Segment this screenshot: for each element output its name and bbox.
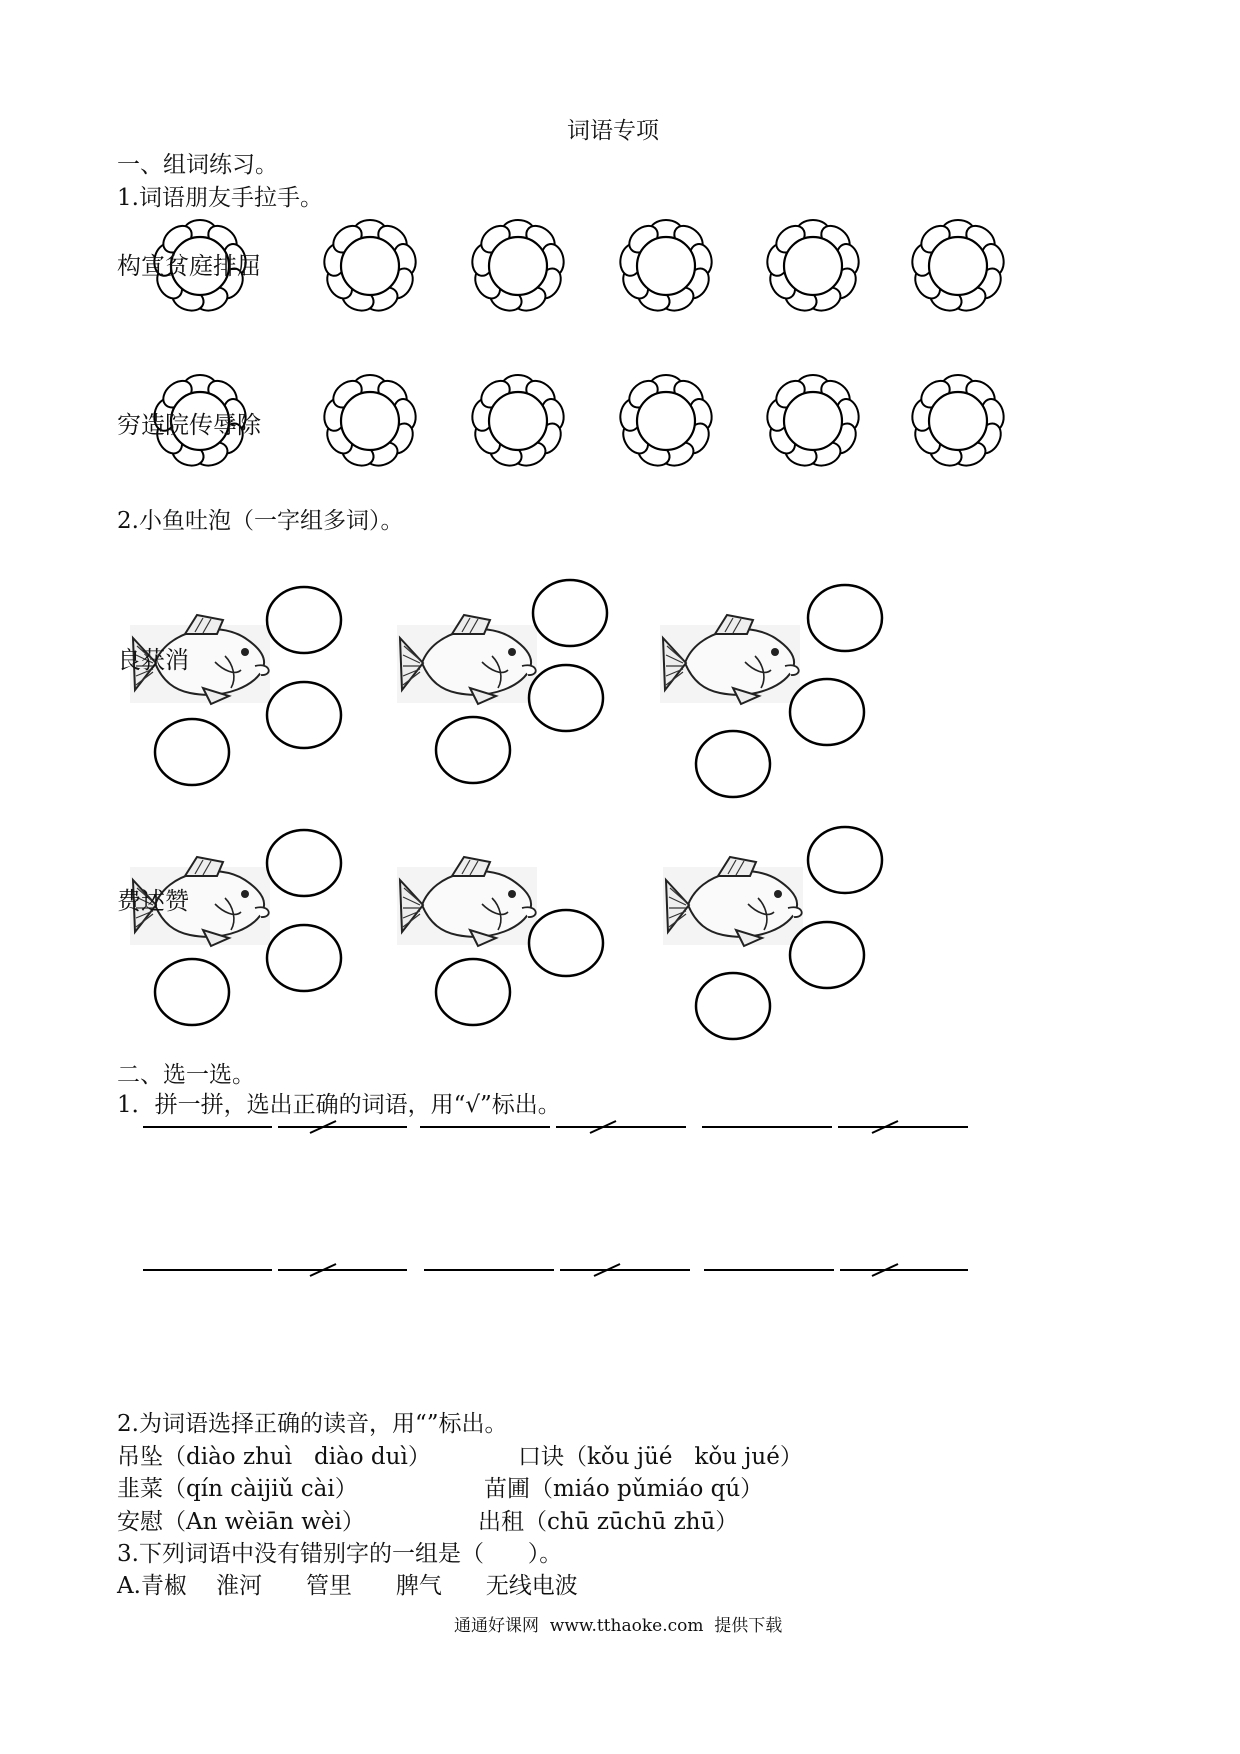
fish-row2-chars: 费述赞 [117,887,189,915]
pinyin-item-2: 口诀（kǒu jüé kǒu jué） [518,1444,803,1470]
flower-row1-chars: 构宣贫庭排屈 [117,252,261,280]
section-1-heading: 一、组词练习。 [117,152,278,178]
s2-q3-option-a: A.青椒 淮河 管里 脾气 无线电波 [117,1573,578,1599]
pinyin-item-5: 安慰（An wèiān wèi） [117,1509,365,1535]
pinyin-item-6: 出租（chū zūchū zhū） [478,1509,739,1535]
s2-q2-label: 2.为词语选择正确的读音，用“”标出。 [117,1411,508,1437]
flower-row2-chars: 穷造院传辱除 [117,411,261,439]
fish-row1-chars: 良获消 [117,646,189,674]
s2-q3-label: 3.下列词语中没有错别字的一组是（ ）。 [117,1541,563,1567]
pinyin-item-4: 苗圃（miáo pǔmiáo qú） [484,1476,764,1502]
footer-credit: 通通好课网 www.tthaoke.com 提供下载 [454,1616,783,1636]
section-2-heading: 二、选一选。 [117,1062,255,1088]
page-title: 词语专项 [567,118,659,144]
q2-label: 2.小鱼吐泡（一字组多词）。 [117,508,404,534]
q1-label: 1.词语朋友手拉手。 [117,185,323,211]
pinyin-item-3: 韭菜（qín càijiǔ cài） [117,1476,358,1502]
pinyin-item-1: 吊坠（diào zhuì diào duì） [117,1444,431,1470]
s2-q1-label: 1．拼一拼，选出正确的词语，用“√”标出。 [117,1092,561,1118]
